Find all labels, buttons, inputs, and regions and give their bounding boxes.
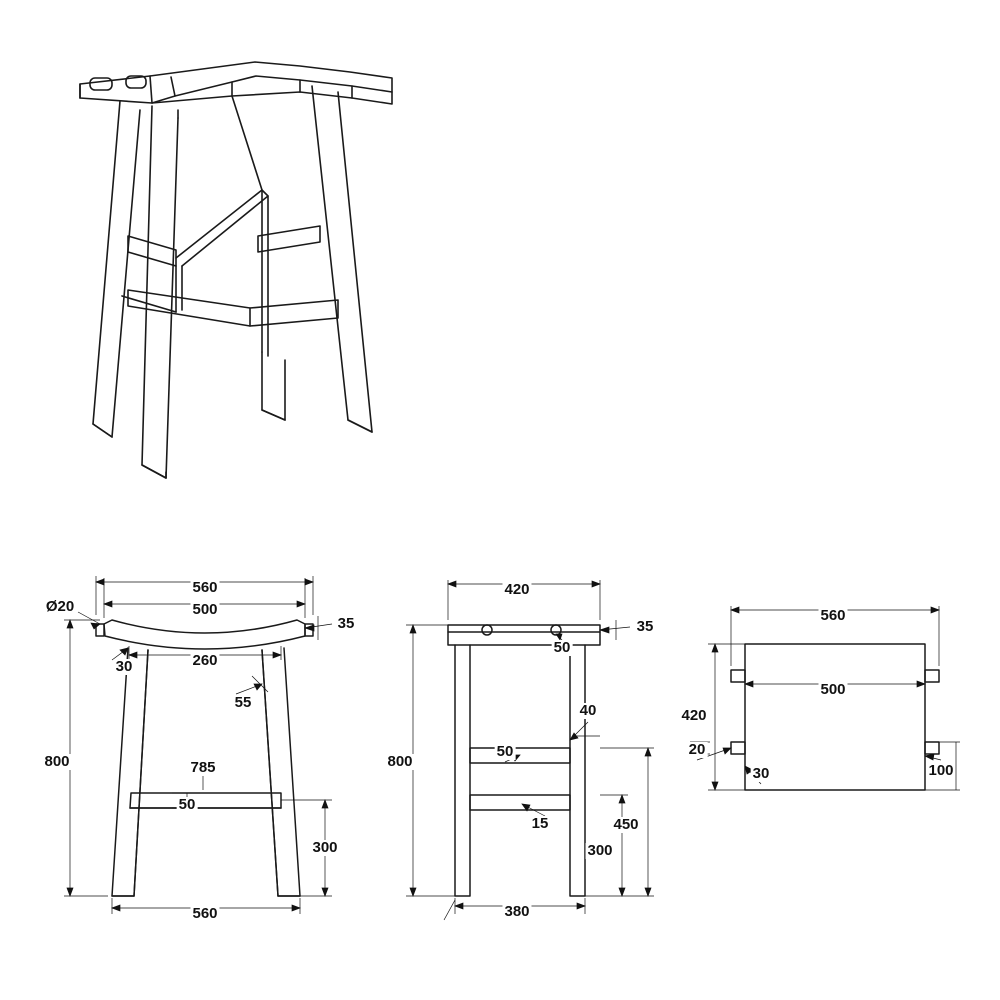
dim-side-450: 450: [613, 816, 639, 833]
isometric-view: [80, 62, 392, 478]
dim-front-300: 300: [312, 839, 338, 856]
dim-side-420: 420: [504, 581, 530, 598]
dim-front-dia-20: Ø20: [45, 598, 75, 615]
dim-top-20: 20: [688, 741, 706, 758]
dim-front-785: 785: [190, 759, 216, 776]
dim-top-420: 420: [681, 707, 707, 724]
dim-side-15: 15: [531, 815, 549, 832]
dim-side-50-top: 50: [553, 639, 571, 656]
dim-side-380: 380: [504, 903, 530, 920]
dim-side-50-mid: 50: [496, 743, 514, 760]
dim-front-55: 55: [234, 694, 252, 711]
dim-front-560-bottom: 560: [192, 905, 218, 922]
side-elevation: [448, 625, 600, 896]
dim-front-260: 260: [192, 652, 218, 669]
dim-side-35: 35: [636, 618, 654, 635]
dim-front-35: 35: [337, 615, 355, 632]
dim-front-50: 50: [178, 796, 196, 813]
dim-side-40: 40: [579, 702, 597, 719]
dim-front-800: 800: [44, 753, 70, 770]
dim-front-560-top: 560: [192, 579, 218, 596]
dim-top-500: 500: [820, 681, 846, 698]
dim-top-30: 30: [752, 765, 770, 782]
dim-side-300: 300: [587, 842, 613, 859]
dim-front-30: 30: [115, 658, 133, 675]
top-dimension-lines: [690, 606, 960, 790]
dim-top-100: 100: [928, 762, 954, 779]
dim-top-560: 560: [820, 607, 846, 624]
dim-side-800: 800: [387, 753, 413, 770]
side-dimension-lines: [406, 580, 654, 920]
dim-front-500: 500: [192, 601, 218, 618]
